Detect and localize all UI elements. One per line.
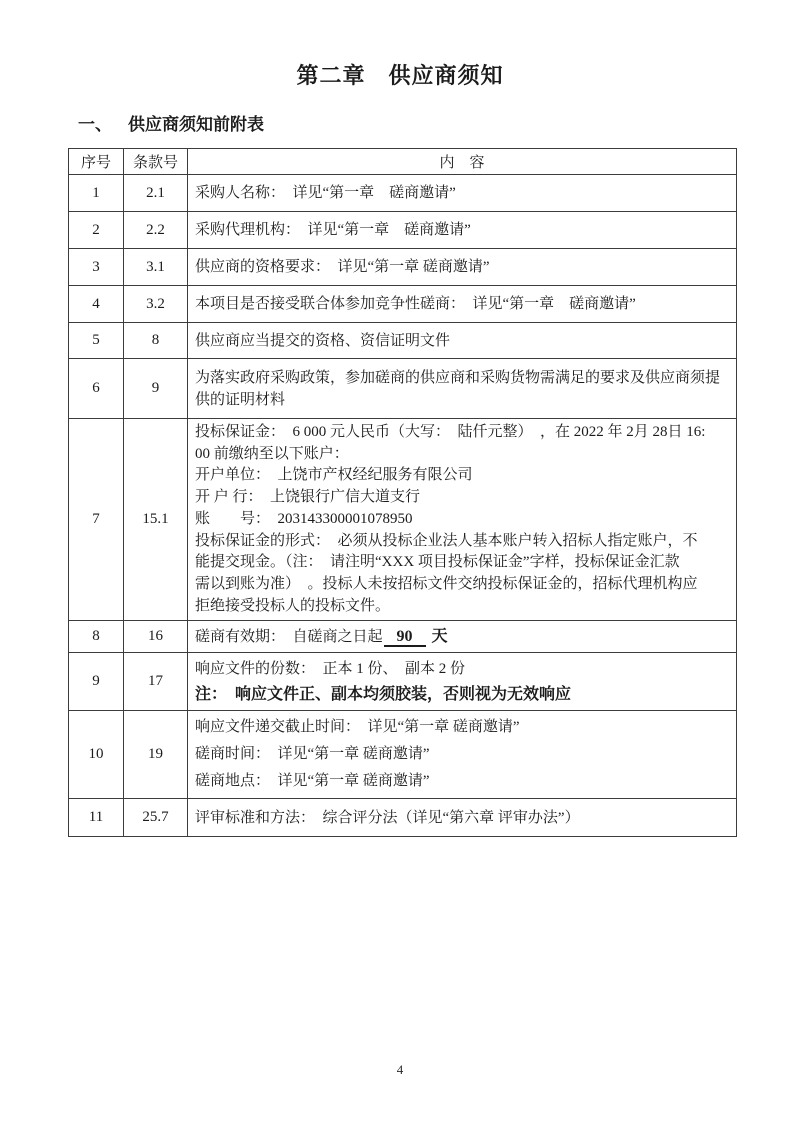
section-heading-number: 一、 (78, 115, 112, 134)
table-row (69, 175, 737, 212)
validity-days: 90 (384, 628, 426, 647)
column-header-no: 序号 (69, 149, 124, 175)
content-line: 采购人名称： 详见“第一章 磋商邀请” (195, 185, 456, 201)
table-row (69, 799, 737, 837)
section-heading (78, 114, 800, 136)
row-content (188, 323, 737, 359)
row-no: 2 (69, 212, 124, 249)
row-no: 9 (69, 653, 124, 711)
row-content (188, 286, 737, 323)
row-clause: 8 (124, 323, 188, 359)
row-content (188, 799, 737, 837)
table-row (69, 419, 737, 621)
content-line: 磋商地点： 详见“第一章 磋商邀请” (195, 773, 430, 790)
row-no: 10 (69, 711, 124, 799)
row-no: 1 (69, 175, 124, 212)
row-clause: 2.1 (124, 175, 188, 212)
row-content (188, 359, 737, 419)
row-no: 5 (69, 323, 124, 359)
row-clause: 3.2 (124, 286, 188, 323)
section-heading-text: 供应商须知前附表 (128, 115, 264, 134)
row-clause: 16 (124, 621, 188, 653)
row-clause: 9 (124, 359, 188, 419)
content-line: 能提交现金。（注： 请注明“XXX 项目投标保证金”字样，投标保证金汇款 (195, 554, 680, 571)
table-row (69, 621, 737, 653)
content-line: 开户单位： 上饶市产权经纪服务有限公司 (195, 467, 473, 484)
content-line: 采购代理机构： 详见“第一章 磋商邀请” (195, 222, 471, 238)
row-clause: 15.1 (124, 419, 188, 621)
content-line: 开 户 行： 上饶银行广信大道支行 (195, 489, 421, 506)
content-line: 供应商应当提交的资格、资信证明文件 (195, 332, 451, 349)
content-line: 投标保证金的形式： 必须从投标企业法人基本账户转入招标人指定账户，不 (195, 532, 698, 549)
content-line: 拒绝接受投标人的投标文件。 (195, 597, 391, 614)
content-line: 本项目是否接受联合体参加竞争性磋商： 详见“第一章 磋商邀请” (195, 296, 636, 312)
row-content (188, 711, 737, 799)
page-title: 第二章 供应商须知 (296, 63, 504, 88)
table-row (69, 359, 737, 419)
row-no: 4 (69, 286, 124, 323)
row-no: 8 (69, 621, 124, 653)
row-clause: 17 (124, 653, 188, 711)
table-row (69, 249, 737, 286)
table-row (69, 286, 737, 323)
table-row (69, 653, 737, 711)
validity-prefix: 磋商有效期： 自磋商之日起 (195, 628, 383, 645)
row-content (188, 419, 737, 621)
column-header-clause: 条款号 (124, 149, 188, 175)
content-line: 磋商时间： 详见“第一章 磋商邀请” (195, 746, 430, 763)
content-line: 账 号： 203143300001078950 (195, 510, 413, 527)
content-line: 响应文件递交截止时间： 详见“第一章 磋商邀请” (195, 719, 520, 736)
table-row (69, 212, 737, 249)
row-content (188, 212, 737, 249)
table-row (69, 323, 737, 359)
content-line: 00 前缴纳至以下账户： (195, 445, 349, 462)
supplier-notice-pre-table (68, 148, 737, 837)
page-number: 4 (396, 1062, 404, 1077)
row-clause: 19 (124, 711, 188, 799)
content-note-line: 注： 响应文件正、副本均须胶装，否则视为无效响应 (195, 685, 572, 703)
content-line: 为落实政府采购政策，参加磋商的供应商和采购货物需满足的要求及供应商须提供的证明材料 (195, 369, 721, 408)
row-no: 11 (69, 799, 124, 837)
row-clause: 2.2 (124, 212, 188, 249)
row-content (188, 249, 737, 286)
content-line: 投标保证金： 6 000 元人民币（大写： 陆仟元整） ，在 2022 年 2月 28日 16: (195, 424, 706, 440)
row-clause: 25.7 (124, 799, 188, 837)
content-line: 供应商的资格要求： 详见“第一章 磋商邀请” (195, 259, 490, 275)
content-line: 需以到账为准） 。投标人未按招标文件交纳投标保证金的，招标代理机构应 (195, 575, 698, 592)
table-header-row (69, 149, 737, 175)
row-no: 7 (69, 419, 124, 621)
row-content (188, 621, 737, 653)
row-content (188, 175, 737, 212)
column-header-content: 内 容 (188, 149, 737, 175)
row-content (188, 653, 737, 711)
validity-unit: 天 (431, 627, 448, 645)
content-line: 评审标准和方法： 综合评分法（详见“第六章 评审办法”） (195, 809, 580, 826)
row-clause: 3.1 (124, 249, 188, 286)
table-row (69, 711, 737, 799)
row-no: 6 (69, 359, 124, 419)
row-no: 3 (69, 249, 124, 286)
content-line: 响应文件的份数： 正本 1 份、 副本 2 份 (195, 660, 466, 677)
